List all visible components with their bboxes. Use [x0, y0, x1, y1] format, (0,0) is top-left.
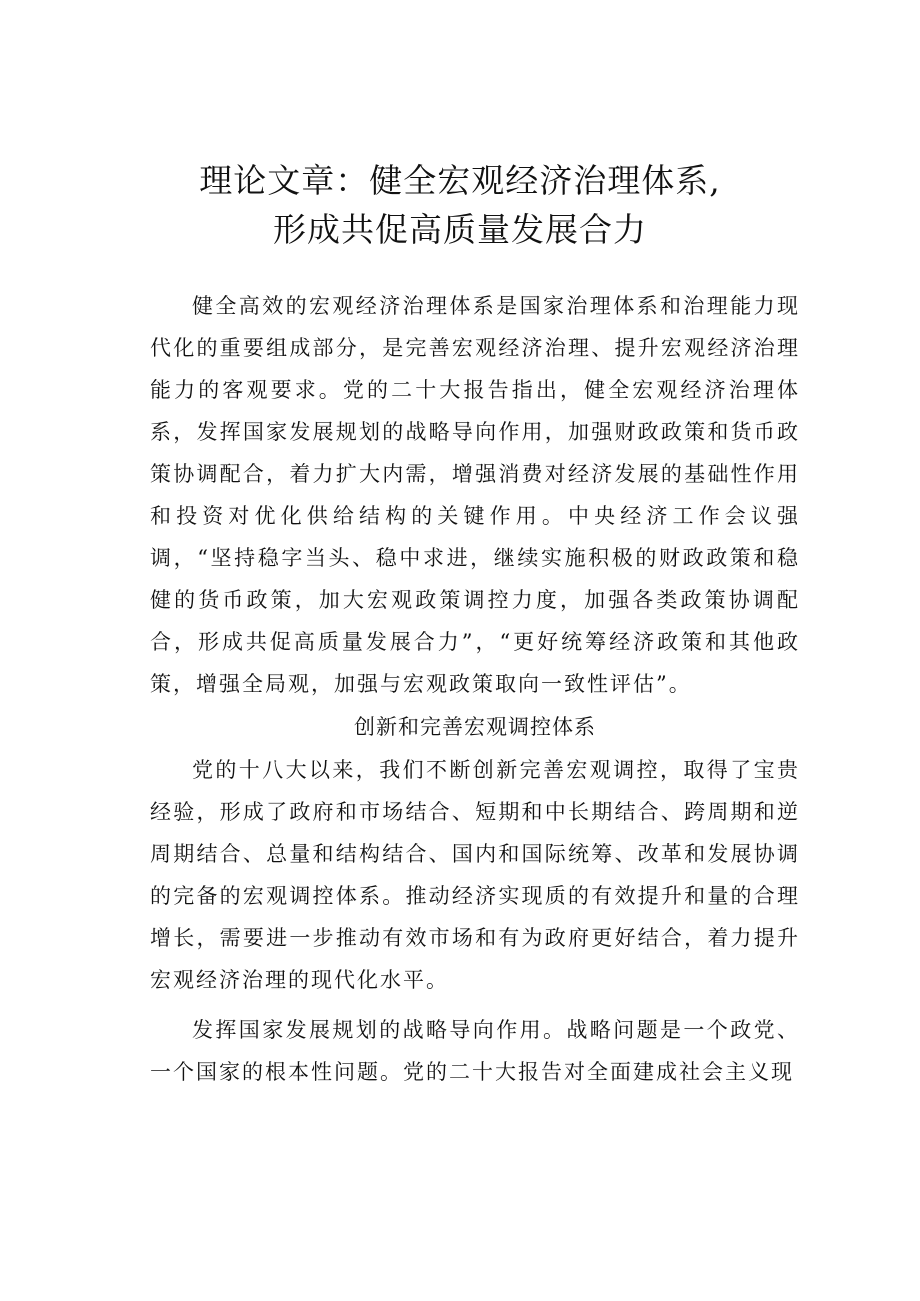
- paragraph-macro-control: 党的十八大以来，我们不断创新完善宏观调控，取得了宝贵经验，形成了政府和市场结合、短期和中长期结合、跨周期和逆周期结合、总量和结构结合、国内和国际统筹、改革和发展协调的完备的宏观调控体系。推动经济实现质的有效提升和量的合理增长，需要进一步推动有效市场和有为政府更好结合，着力提升宏观经济治理的现代化水平。: [150, 758, 800, 992]
- page-title: [120, 156, 800, 254]
- paragraph-intro: 健全高效的宏观经济治理体系是国家治理体系和治理能力现代化的重要组成部分，是完善宏观经济治理、提升宏观经济治理能力的客观要求。党的二十大报告指出，健全宏观经济治理体系，发挥国家发展规划的战略导向作用，加强财政政策和货币政策协调配合，着力扩大内需，增强消费对经济发展的基础性作用和投资对优化供给结构的关键作用。中央经济工作会议强调，“坚持稳字当头、稳中求进，继续实施积极的财政政策和稳健的货币政策，加大宏观政策调控力度，加强各类政策协调配合，形成共促高质量发展合力”，“更好统筹经济政策和其他政策，增强全局观，加强与宏观政策取向一致性评估”。: [150, 294, 800, 696]
- section-heading: 创新和完善宏观调控体系: [354, 715, 596, 739]
- article-body: [150, 285, 800, 1093]
- title-line-2: 形成共促高质量发展合力: [273, 210, 647, 249]
- paragraph-planning: 发挥国家发展规划的战略导向作用。战略问题是一个政党、一个国家的根本性问题。党的二十大报告对全面建成社会主义现: [150, 1018, 800, 1084]
- title-line-1: 理论文章：健全宏观经济治理体系,: [199, 161, 721, 200]
